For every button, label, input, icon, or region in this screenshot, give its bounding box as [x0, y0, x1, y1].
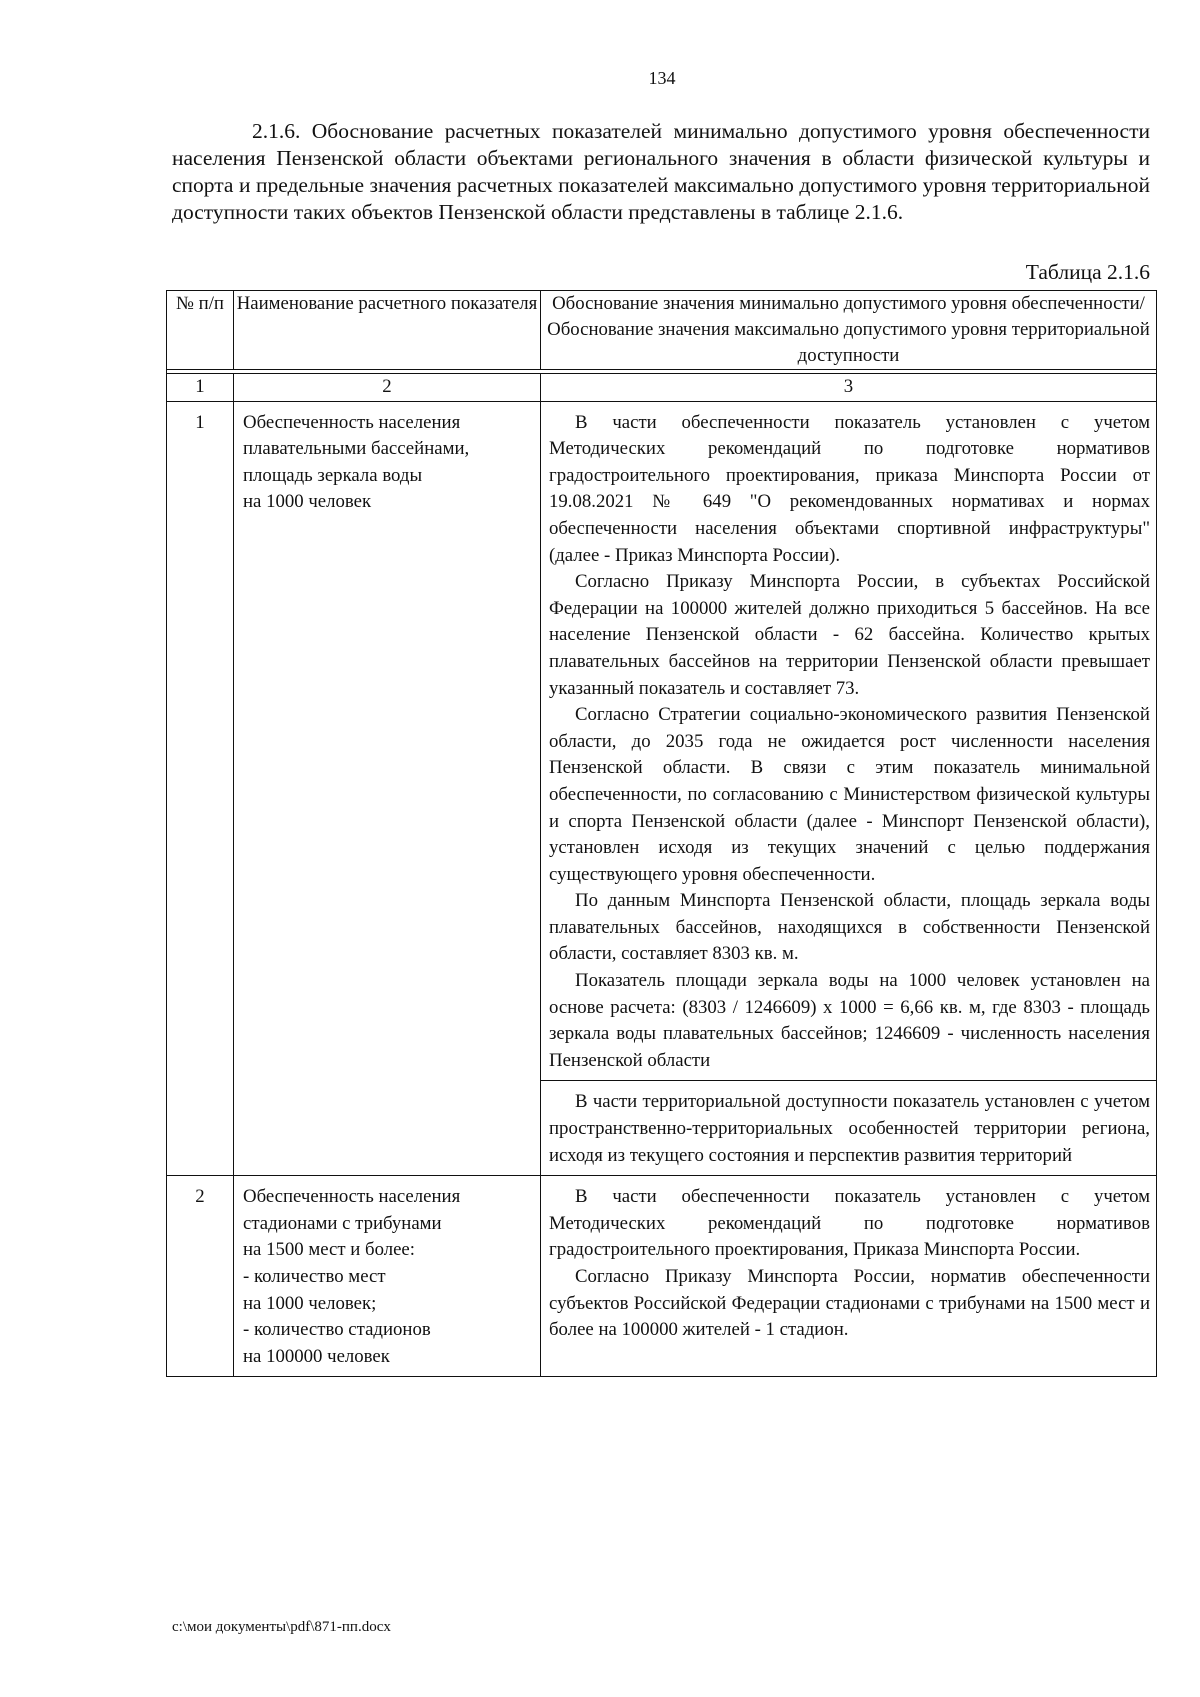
- access-basis: [541, 1081, 1157, 1176]
- page-number: 134: [648, 68, 676, 88]
- indicator-name: [234, 401, 541, 1176]
- row-number: 1: [167, 401, 234, 1176]
- provision-basis: [541, 401, 1157, 1081]
- indicator-name-line: площадь зеркала воды: [243, 464, 423, 486]
- basis-paragraph: По данным Минспорта Пензенской области, площадь зеркала воды плавательных бассейнов, находящихся в собственности Пензенской области, составляет 8303 кв. м.: [549, 890, 1150, 965]
- indicator-name-line: на 1500 мест и более:: [243, 1239, 415, 1261]
- basis-paragraph: Согласно Приказу Минспорта России, норматив обеспеченности субъектов Российской Федерации стадионами с трибунами на 1500 мест и более на 100000 жителей - 1 стадион.: [549, 1266, 1150, 1341]
- intro-text: 2.1.6. Обоснование расчетных показателей минимально допустимого уровня обеспеченности населения Пензенской области объектами регионального значения в области физической культуры и спорта и предельные значения расчетных показателей максимально допустимого уровня территориальной доступности таких объектов Пензенской области представлены в таблице 2.1.6.: [172, 119, 1150, 224]
- table-row: [167, 401, 1157, 1081]
- indicators-table: [166, 290, 1157, 1377]
- basis-paragraph: В части обеспеченности показатель установлен с учетом Методических рекомендаций по подготовке нормативов градостроительного проектирования, приказа Минспорта России от 19.08.2021 № 649 "О рекомендованных нормативах и нормах обеспеченности населения объектами спортивной инфраструктуры" (далее - Приказ Минспорта России).: [549, 411, 1150, 566]
- column-number-row: [167, 374, 1157, 402]
- indicator-name-line: на 100000 человек: [243, 1345, 390, 1367]
- header-num: № п/п: [167, 291, 234, 370]
- indicator-name-line: - количество мест: [243, 1266, 386, 1287]
- intro-paragraph: [172, 118, 1150, 226]
- basis-paragraph: В части территориальной доступности показатель установлен с учетом пространственно-территориальных особенностей территории региона, исходя из текущего состояния и перспектив развития территорий: [549, 1091, 1150, 1166]
- indicator-name-line: стадионами с трибунами: [243, 1212, 442, 1234]
- row-number: 2: [167, 1176, 234, 1377]
- column-number: 1: [167, 374, 234, 402]
- indicator-name-line: - количество стадионов: [243, 1319, 431, 1341]
- basis-paragraph: В части обеспеченности показатель установлен с учетом Методических рекомендаций по подготовке нормативов градостроительного проектирования, Приказа Минспорта России.: [549, 1186, 1150, 1261]
- basis-paragraph: Согласно Стратегии социально-экономического развития Пензенской области, до 2035 года не ожидается рост численности населения Пензенской области. В связи с этим показатель минимальной обеспеченности, по согласованию с Министерством физической культуры и спорта Пензенской области (далее - Минспорт Пензенской области), установлен исходя из текущих значений с целью поддержания существующего уровня обеспеченности.: [549, 704, 1150, 885]
- header-basis: Обоснование значения минимально допустимого уровня обеспеченности/Обоснование значения максимально допустимого уровня территориальной доступности: [541, 291, 1157, 370]
- indicator-name-line: плавательными бассейнами,: [243, 438, 470, 460]
- table-caption: Таблица 2.1.6: [1025, 260, 1150, 284]
- indicator-name-line: Обеспеченность населения: [243, 1186, 461, 1208]
- header-name: Наименование расчетного показателя: [234, 291, 541, 370]
- column-number: 3: [541, 374, 1157, 402]
- indicator-name: [234, 1176, 541, 1377]
- table-row: [167, 1176, 1157, 1377]
- column-number: 2: [234, 374, 541, 402]
- basis-paragraph: Показатель площади зеркала воды на 1000 человек установлен на основе расчета: (8303 / 1246609) x 1000 = 6,66 кв. м, где 8303 - площадь зеркала воды плавательных бассейнов; 1246609 - численность населения Пензенской области: [549, 970, 1150, 1071]
- indicator-name-line: Обеспеченность населения: [243, 411, 461, 433]
- file-path-footer: c:\мои документы\pdf\871-пп.docx: [172, 1619, 391, 1635]
- basis-paragraph: Согласно Приказу Минспорта России, в субъектах Российской Федерации на 100000 жителей должно приходиться 5 бассейнов. На все население Пензенской области - 62 бассейна. Количество крытых плавательных бассейнов на территории Пензенской области превышает указанный показатель и составляет 73.: [549, 571, 1150, 699]
- indicator-name-line: на 1000 человек: [243, 491, 372, 513]
- table-header-row: [167, 291, 1157, 370]
- provision-basis: [541, 1176, 1157, 1377]
- indicator-name-line: на 1000 человек;: [243, 1292, 377, 1314]
